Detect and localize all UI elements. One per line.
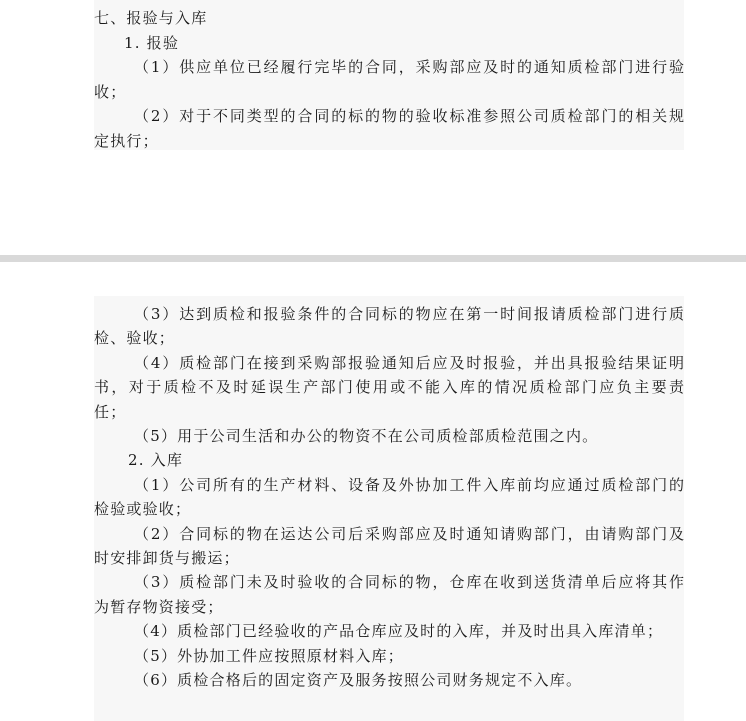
text-line: （1）供应单位已经履行完毕的合同，采购部应及时的通知质检部门进行验 — [134, 58, 684, 77]
text-line: （5）用于公司生活和办公的物资不在公司质检部质检范围之内。 — [134, 427, 599, 445]
text-line: 检、验收； — [94, 329, 176, 348]
text-line: 2. 入库 — [128, 451, 184, 470]
text-line: 为暂存物资接受； — [94, 597, 224, 616]
page-separator — [0, 255, 746, 262]
text-line: （2）合同标的物在运达公司后采购部应及时通知请购部门，由请购部门及 — [134, 524, 684, 543]
text-line: 检验或验收； — [94, 500, 192, 519]
text-line: 书，对于质检不及时延误生产部门使用或不能入库的情况质检部门应负主要责 — [94, 378, 684, 397]
text-line: （1）公司所有的生产材料、设备及外协加工件入库前均应通过质检部门的 — [134, 475, 684, 494]
text-line: 任； — [94, 402, 127, 421]
text-line: 七、报验与入库 — [94, 9, 208, 27]
text-line: 收； — [94, 82, 127, 101]
text-line: （4）质检部门在接到采购部报验通知后应及时报验，并出具报验结果证明 — [134, 353, 684, 372]
text-line: （6）质检合格后的固定资产及服务按照公司财务规定不入库。 — [134, 671, 583, 689]
text-line: 1. 报验 — [124, 33, 180, 52]
text-line: （4）质检部门已经验收的产品仓库应及时的入库，并及时出具入库清单； — [134, 622, 664, 641]
text-line: （3）达到质检和报验条件的合同标的物应在第一时间报请质检部门进行质 — [134, 305, 684, 323]
document-page-2 — [94, 296, 684, 721]
text-line: 时安排卸货与搬运； — [94, 549, 240, 567]
text-line: （3）质检部门未及时验收的合同标的物，仓库在收到送货清单后应将其作 — [134, 573, 684, 592]
text-line: （2）对于不同类型的合同的标的物的验收标准参照公司质检部门的相关规 — [134, 107, 684, 126]
text-line: 定执行； — [94, 132, 159, 150]
text-line: （5）外协加工件应按照原材料入库； — [134, 646, 404, 665]
document-page-1 — [94, 0, 684, 150]
